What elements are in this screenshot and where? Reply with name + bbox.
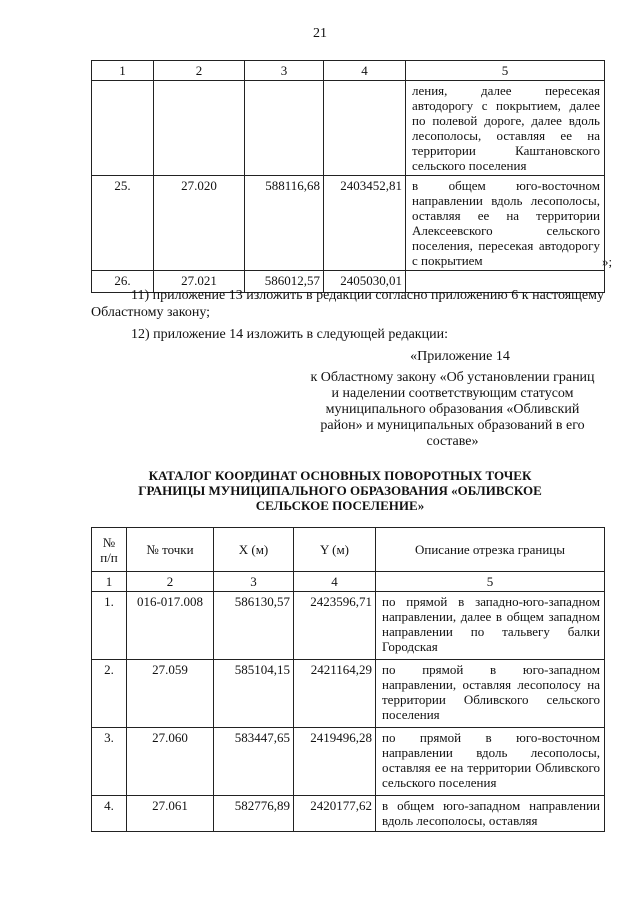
- column-number: 2: [154, 61, 245, 81]
- segment-description: ления, далее пересекая автодорогу с покрытием, далее по полевой дороге, далее вдоль лесополосы, оставляя ее на территории Каштановского сельского поселения: [406, 81, 605, 176]
- column-number: 5: [406, 61, 605, 81]
- point-id: 27.021: [154, 271, 245, 293]
- catalog-title: КАТАЛОГ КООРДИНАТ ОСНОВНЫХ ПОВОРОТНЫХ ТОЧЕК ГРАНИЦЫ МУНИЦИПАЛЬНОГО ОБРАЗОВАНИЯ «ОБЛИВСКОЕ СЕЛЬСКОЕ ПОСЕЛЕНИЕ»: [138, 468, 542, 513]
- point-id: 016-017.008: [127, 592, 214, 660]
- col-header-description: Описание отрезка границы: [376, 528, 605, 572]
- table-row: [92, 81, 605, 176]
- table-row: [92, 660, 605, 728]
- y-coordinate: 2405030,01: [324, 271, 406, 293]
- segment-description: в общем юго-восточном направлении вдоль лесополосы, оставляя ее на территории Алексеевского сельского поселения, пересекая автодорогу с покрытием: [406, 176, 605, 271]
- row-number: 25.: [92, 176, 154, 271]
- col-header-index: № п/п: [92, 528, 127, 572]
- x-coordinate: 586130,57: [214, 592, 294, 660]
- x-coordinate: 585104,15: [214, 660, 294, 728]
- table-row: [92, 592, 605, 660]
- x-coordinate: 588116,68: [245, 176, 324, 271]
- point-id: 27.059: [127, 660, 214, 728]
- y-coordinate: 2423596,71: [294, 592, 376, 660]
- y-coordinate: 2421164,29: [294, 660, 376, 728]
- row-number: [92, 81, 154, 176]
- column-number: 3: [214, 572, 294, 592]
- row-number: 4.: [92, 796, 127, 832]
- table-row: [92, 728, 605, 796]
- column-number: 1: [92, 61, 154, 81]
- table-row: [92, 176, 605, 271]
- y-coordinate: 2420177,62: [294, 796, 376, 832]
- point-id: 27.061: [127, 796, 214, 832]
- page-number: 21: [313, 26, 327, 41]
- segment-description: по прямой в юго-восточном направлении вдоль лесополосы, оставляя ее на территории Обливского сельского поселения: [376, 728, 605, 796]
- closing-quote: »;: [602, 254, 613, 269]
- paragraph-12: 12) приложение 14 изложить в следующей редакции:: [131, 327, 448, 342]
- column-number: 2: [127, 572, 214, 592]
- column-number: 3: [245, 61, 324, 81]
- row-number: 3.: [92, 728, 127, 796]
- x-coordinate: 586012,57: [245, 271, 324, 293]
- column-number: 4: [294, 572, 376, 592]
- col-header-point: № точки: [127, 528, 214, 572]
- segment-description: по прямой в юго-западном направлении, оставляя лесополосу на территории Обливского сельского поселения: [376, 660, 605, 728]
- row-number: 2.: [92, 660, 127, 728]
- col-header-y: Y (м): [294, 528, 376, 572]
- point-id: 27.060: [127, 728, 214, 796]
- x-coordinate: 582776,89: [214, 796, 294, 832]
- row-number: 26.: [92, 271, 154, 293]
- paragraph-11: 11) приложение 13 изложить в редакции согласно приложению 6 к настоящему Областному закону;: [91, 288, 604, 320]
- segment-description: в общем юго-западном направлении вдоль лесополосы, оставляя: [376, 796, 605, 832]
- row-number: 1.: [92, 592, 127, 660]
- column-number-row: [92, 572, 605, 592]
- appendix-subtitle: к Областному закону «Об установлении границ и наделении соответствующим статусом муниципального образования «Обливский район» и муниципальных образований в его составе»: [310, 370, 595, 449]
- coordinates-table-continued: [91, 60, 605, 293]
- col-header-x: X (м): [214, 528, 294, 572]
- table-header-row: [92, 61, 605, 81]
- point-id: 27.020: [154, 176, 245, 271]
- x-coordinate: 583447,65: [214, 728, 294, 796]
- column-number: 4: [324, 61, 406, 81]
- table-row: [92, 796, 605, 832]
- coordinates-catalog-table: [91, 527, 605, 832]
- y-coordinate: 2403452,81: [324, 176, 406, 271]
- point-id: [154, 81, 245, 176]
- x-coordinate: [245, 81, 324, 176]
- column-number: 5: [376, 572, 605, 592]
- segment-description: по прямой в западно-юго-западном направлении, далее в общем западном направлении по тальвегу балки Городская: [376, 592, 605, 660]
- appendix-title: «Приложение 14: [410, 349, 510, 364]
- y-coordinate: 2419496,28: [294, 728, 376, 796]
- column-number: 1: [92, 572, 127, 592]
- table-header-row: [92, 528, 605, 572]
- y-coordinate: [324, 81, 406, 176]
